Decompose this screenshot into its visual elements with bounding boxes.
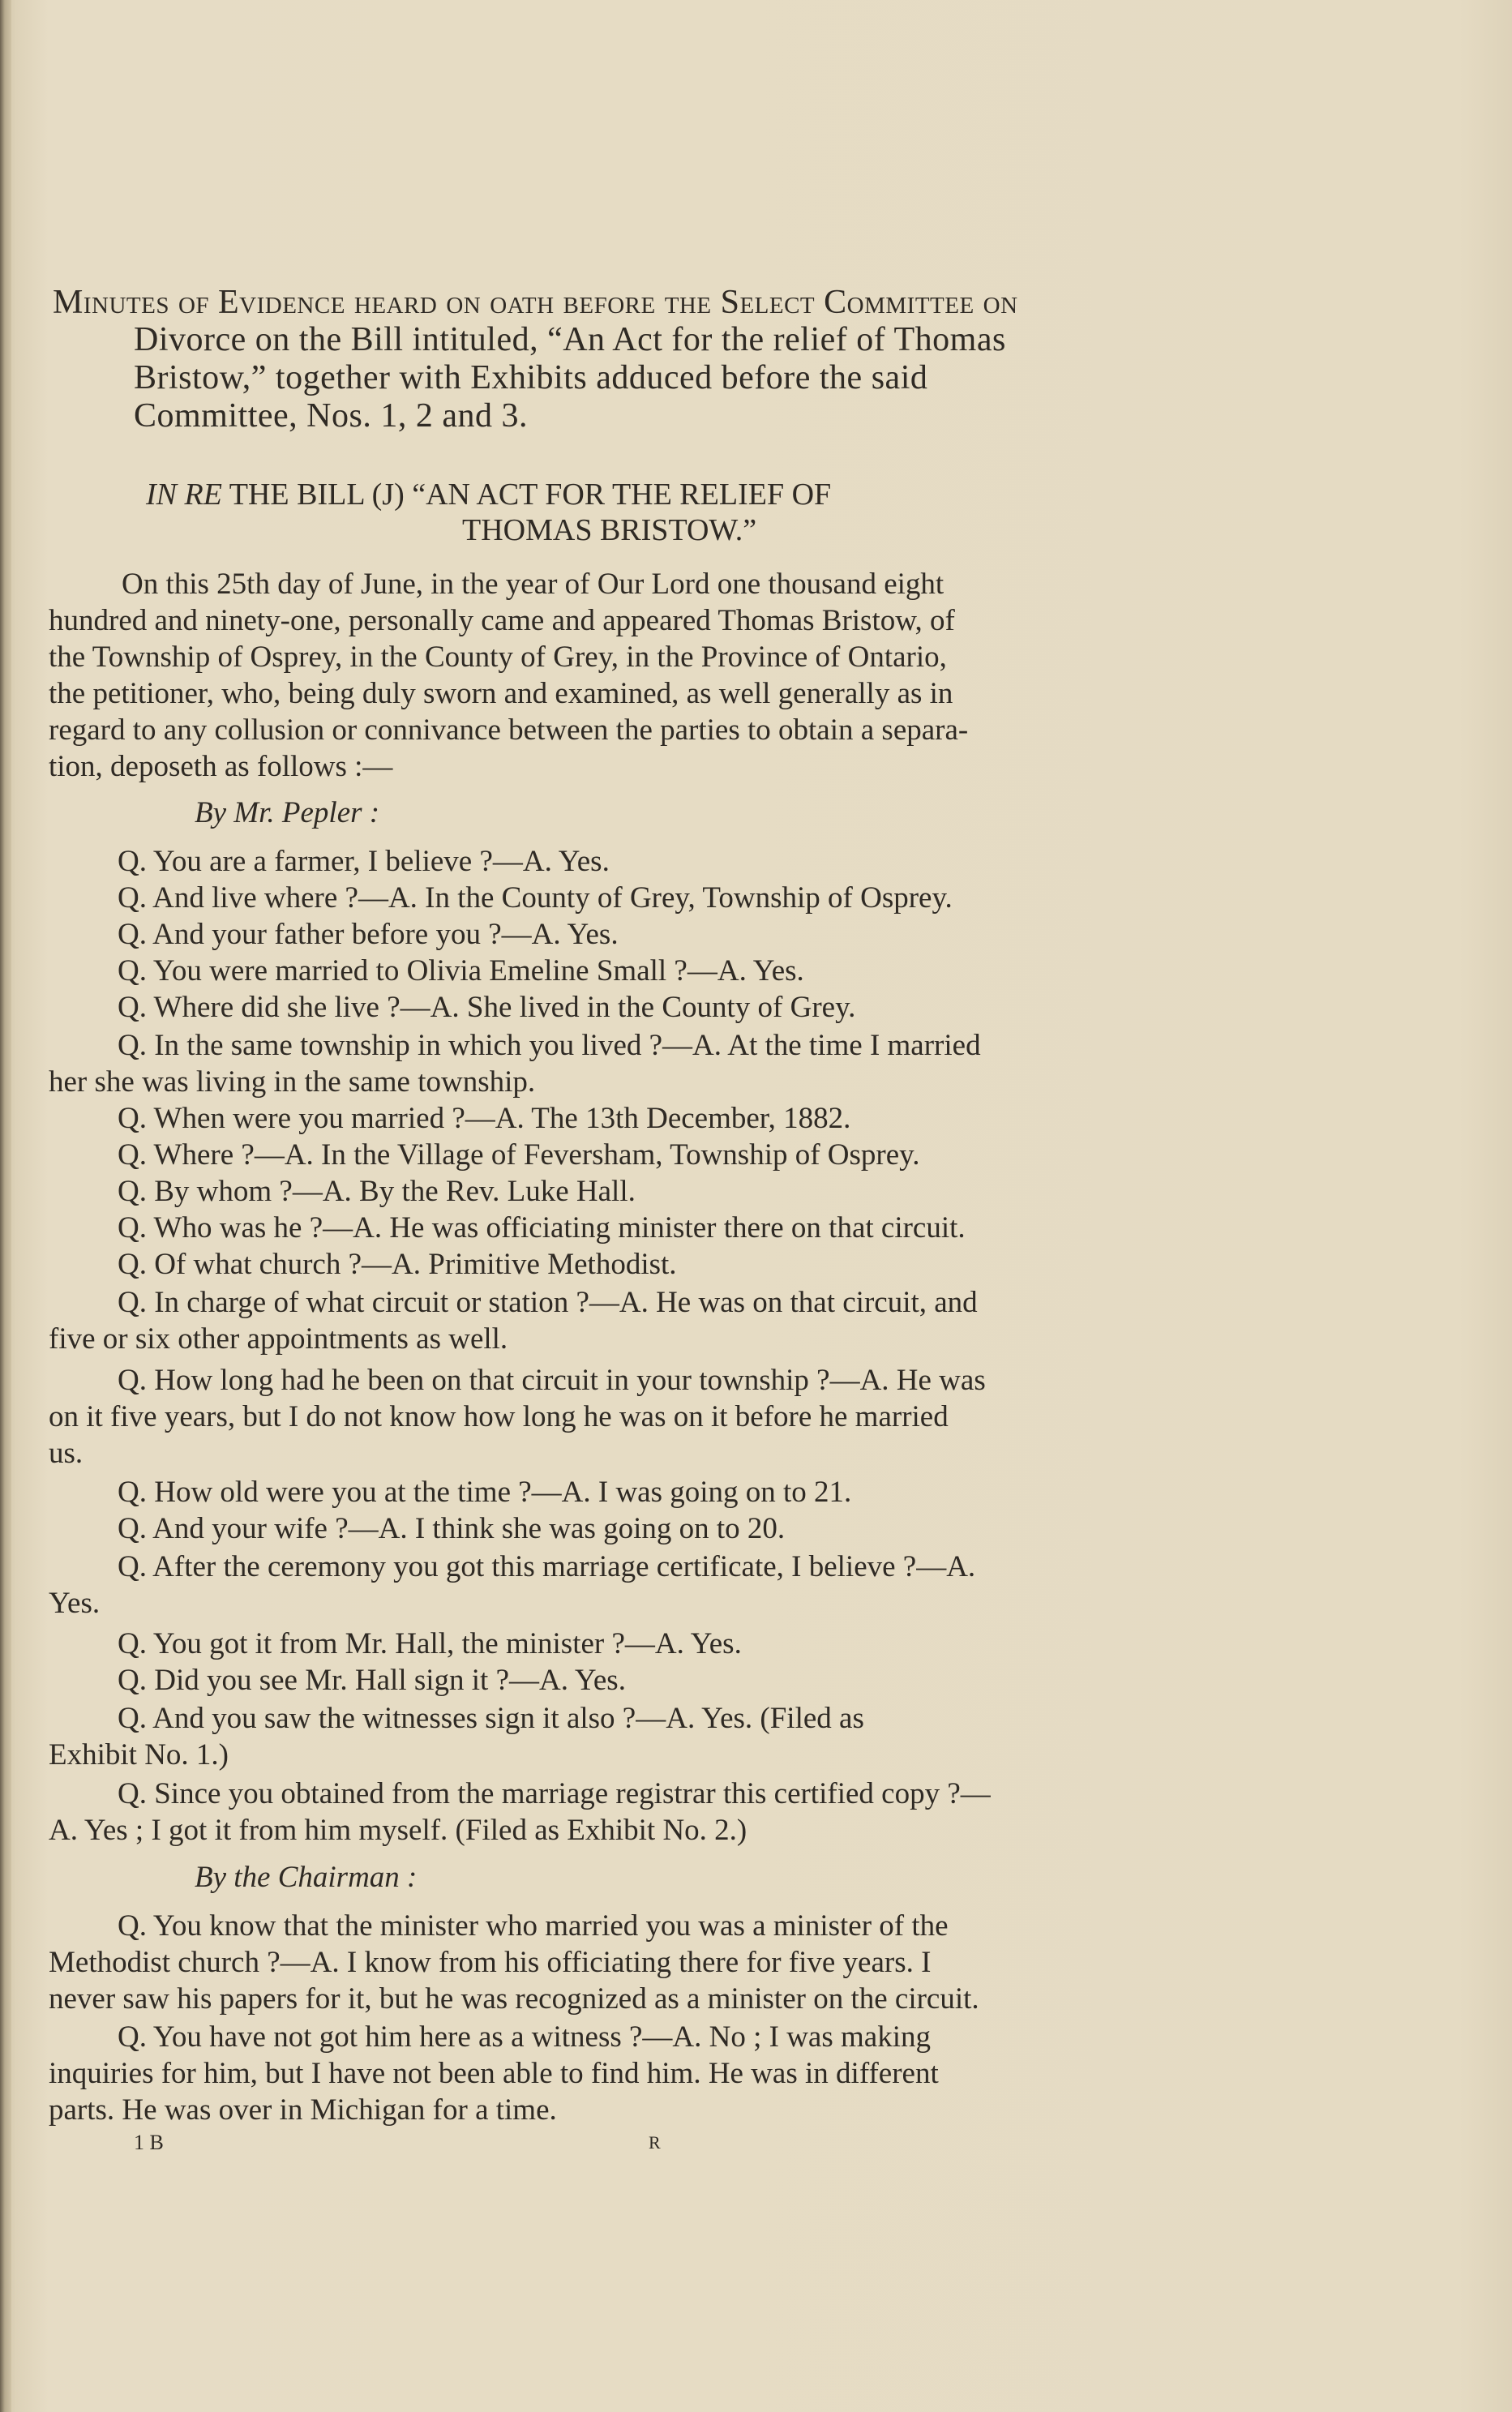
qa1-line-16: on it five years, but I do not know how long he was on it before he married	[49, 1400, 949, 1433]
qa2-line-1: Q. You know that the minister who married you was a minister of the	[118, 1909, 949, 1943]
qa1-line-13: Q. In charge of what circuit or station ?—A. He was on that circuit, and	[118, 1286, 978, 1319]
intro-line-6: tion, deposeth as follows :—	[49, 750, 393, 783]
qa1-line-17: us.	[49, 1437, 84, 1470]
qa2-line-5: inquiries for him, but I have not been able to find him. He was in different	[49, 2057, 939, 2090]
qa1-line-21: Yes.	[49, 1587, 101, 1620]
qa2-line-3: never saw his papers for it, but he was recognized as a minister on the circuit.	[49, 1982, 979, 2016]
qa1-line-23: Q. Did you see Mr. Hall sign it ?—A. Yes.	[118, 1664, 626, 1697]
qa1-line-4: Q. You were married to Olivia Emeline Small ?—A. Yes.	[118, 954, 804, 988]
intro-line-5: regard to any collusion or connivance between the parties to obtain a separa-	[49, 713, 969, 747]
qa1-line-3: Q. And your father before you ?—A. Yes.	[118, 918, 619, 951]
qa1-line-10: Q. By whom ?—A. By the Rev. Luke Hall.	[118, 1175, 636, 1208]
qa1-line-27: A. Yes ; I got it from him myself. (Filed as Exhibit No. 2.)	[49, 1814, 747, 1847]
header-line-1: Minutes of Evidence heard on oath before the Select Committee on	[53, 284, 1018, 321]
qa1-line-12: Q. Of what church ?—A. Primitive Methodist.	[118, 1248, 677, 1281]
qa1-line-9: Q. Where ?—A. In the Village of Feversham, Township of Osprey.	[118, 1138, 920, 1172]
qa1-line-11: Q. Who was he ?—A. He was officiating minister there on that circuit.	[118, 1211, 966, 1245]
qa1-line-14: five or six other appointments as well.	[49, 1322, 508, 1356]
qa1-line-15: Q. How long had he been on that circuit in your township ?—A. He was	[118, 1364, 986, 1397]
qa1-line-1: Q. You are a farmer, I believe ?—A. Yes.	[118, 845, 610, 878]
signature-mark-right: R	[649, 2132, 661, 2153]
title-bill: THE BILL (J) “AN ACT FOR THE RELIEF OF	[229, 478, 832, 512]
qa2-line-6: parts. He was over in Michigan for a time.	[49, 2093, 557, 2127]
qa1-line-19: Q. And your wife ?—A. I think she was going on to 20.	[118, 1512, 786, 1545]
intro-line-2: hundred and ninety-one, personally came and appeared Thomas Bristow, of	[49, 604, 955, 637]
header-line-2: Divorce on the Bill intituled, “An Act for the relief of Thomas	[134, 321, 1006, 358]
qa1-line-20: Q. After the ceremony you got this marriage certificate, I believe ?—A.	[118, 1550, 976, 1583]
title-in-re: IN RE	[146, 478, 222, 512]
header-line-3: Bristow,” together with Exhibits adduced before the said	[134, 359, 928, 396]
qa1-line-24: Q. And you saw the witnesses sign it also ?—A. Yes. (Filed as	[118, 1702, 864, 1735]
intro-line-1: On this 25th day of June, in the year of Our Lord one thousand eight	[122, 568, 944, 601]
page-binding-edge	[0, 0, 11, 2412]
qa2-line-4: Q. You have not got him here as a witness ?—A. No ; I was making	[118, 2020, 931, 2054]
intro-line-4: the petitioner, who, being duly sworn and examined, as well generally as in	[49, 677, 953, 710]
qa1-line-2: Q. And live where ?—A. In the County of Grey, Township of Osprey.	[118, 881, 953, 915]
examiner-heading-pepler: By Mr. Pepler :	[195, 796, 380, 829]
intro-line-3: the Township of Osprey, in the County of Grey, in the Province of Ontario,	[49, 640, 947, 674]
title-line-2: THOMAS BRISTOW.”	[462, 513, 757, 547]
qa1-line-5: Q. Where did she live ?—A. She lived in the County of Grey.	[118, 991, 856, 1024]
qa1-line-7: her she was living in the same township.	[49, 1065, 536, 1099]
qa1-line-6: Q. In the same township in which you lived ?—A. At the time I married	[118, 1029, 981, 1062]
header-line-4: Committee, Nos. 1, 2 and 3.	[134, 397, 528, 435]
qa1-line-18: Q. How old were you at the time ?—A. I was going on to 21.	[118, 1476, 852, 1509]
qa1-line-8: Q. When were you married ?—A. The 13th December, 1882.	[118, 1102, 851, 1135]
examiner-heading-chairman: By the Chairman :	[195, 1861, 418, 1894]
qa1-line-25: Exhibit No. 1.)	[49, 1738, 229, 1772]
qa2-line-2: Methodist church ?—A. I know from his officiating there for five years. I	[49, 1946, 932, 1979]
signature-mark-left: 1 B	[134, 2131, 164, 2154]
qa1-line-22: Q. You got it from Mr. Hall, the minister ?—A. Yes.	[118, 1627, 742, 1660]
qa1-line-26: Q. Since you obtained from the marriage registrar this certified copy ?—	[118, 1777, 991, 1810]
title-line-1	[146, 477, 831, 513]
